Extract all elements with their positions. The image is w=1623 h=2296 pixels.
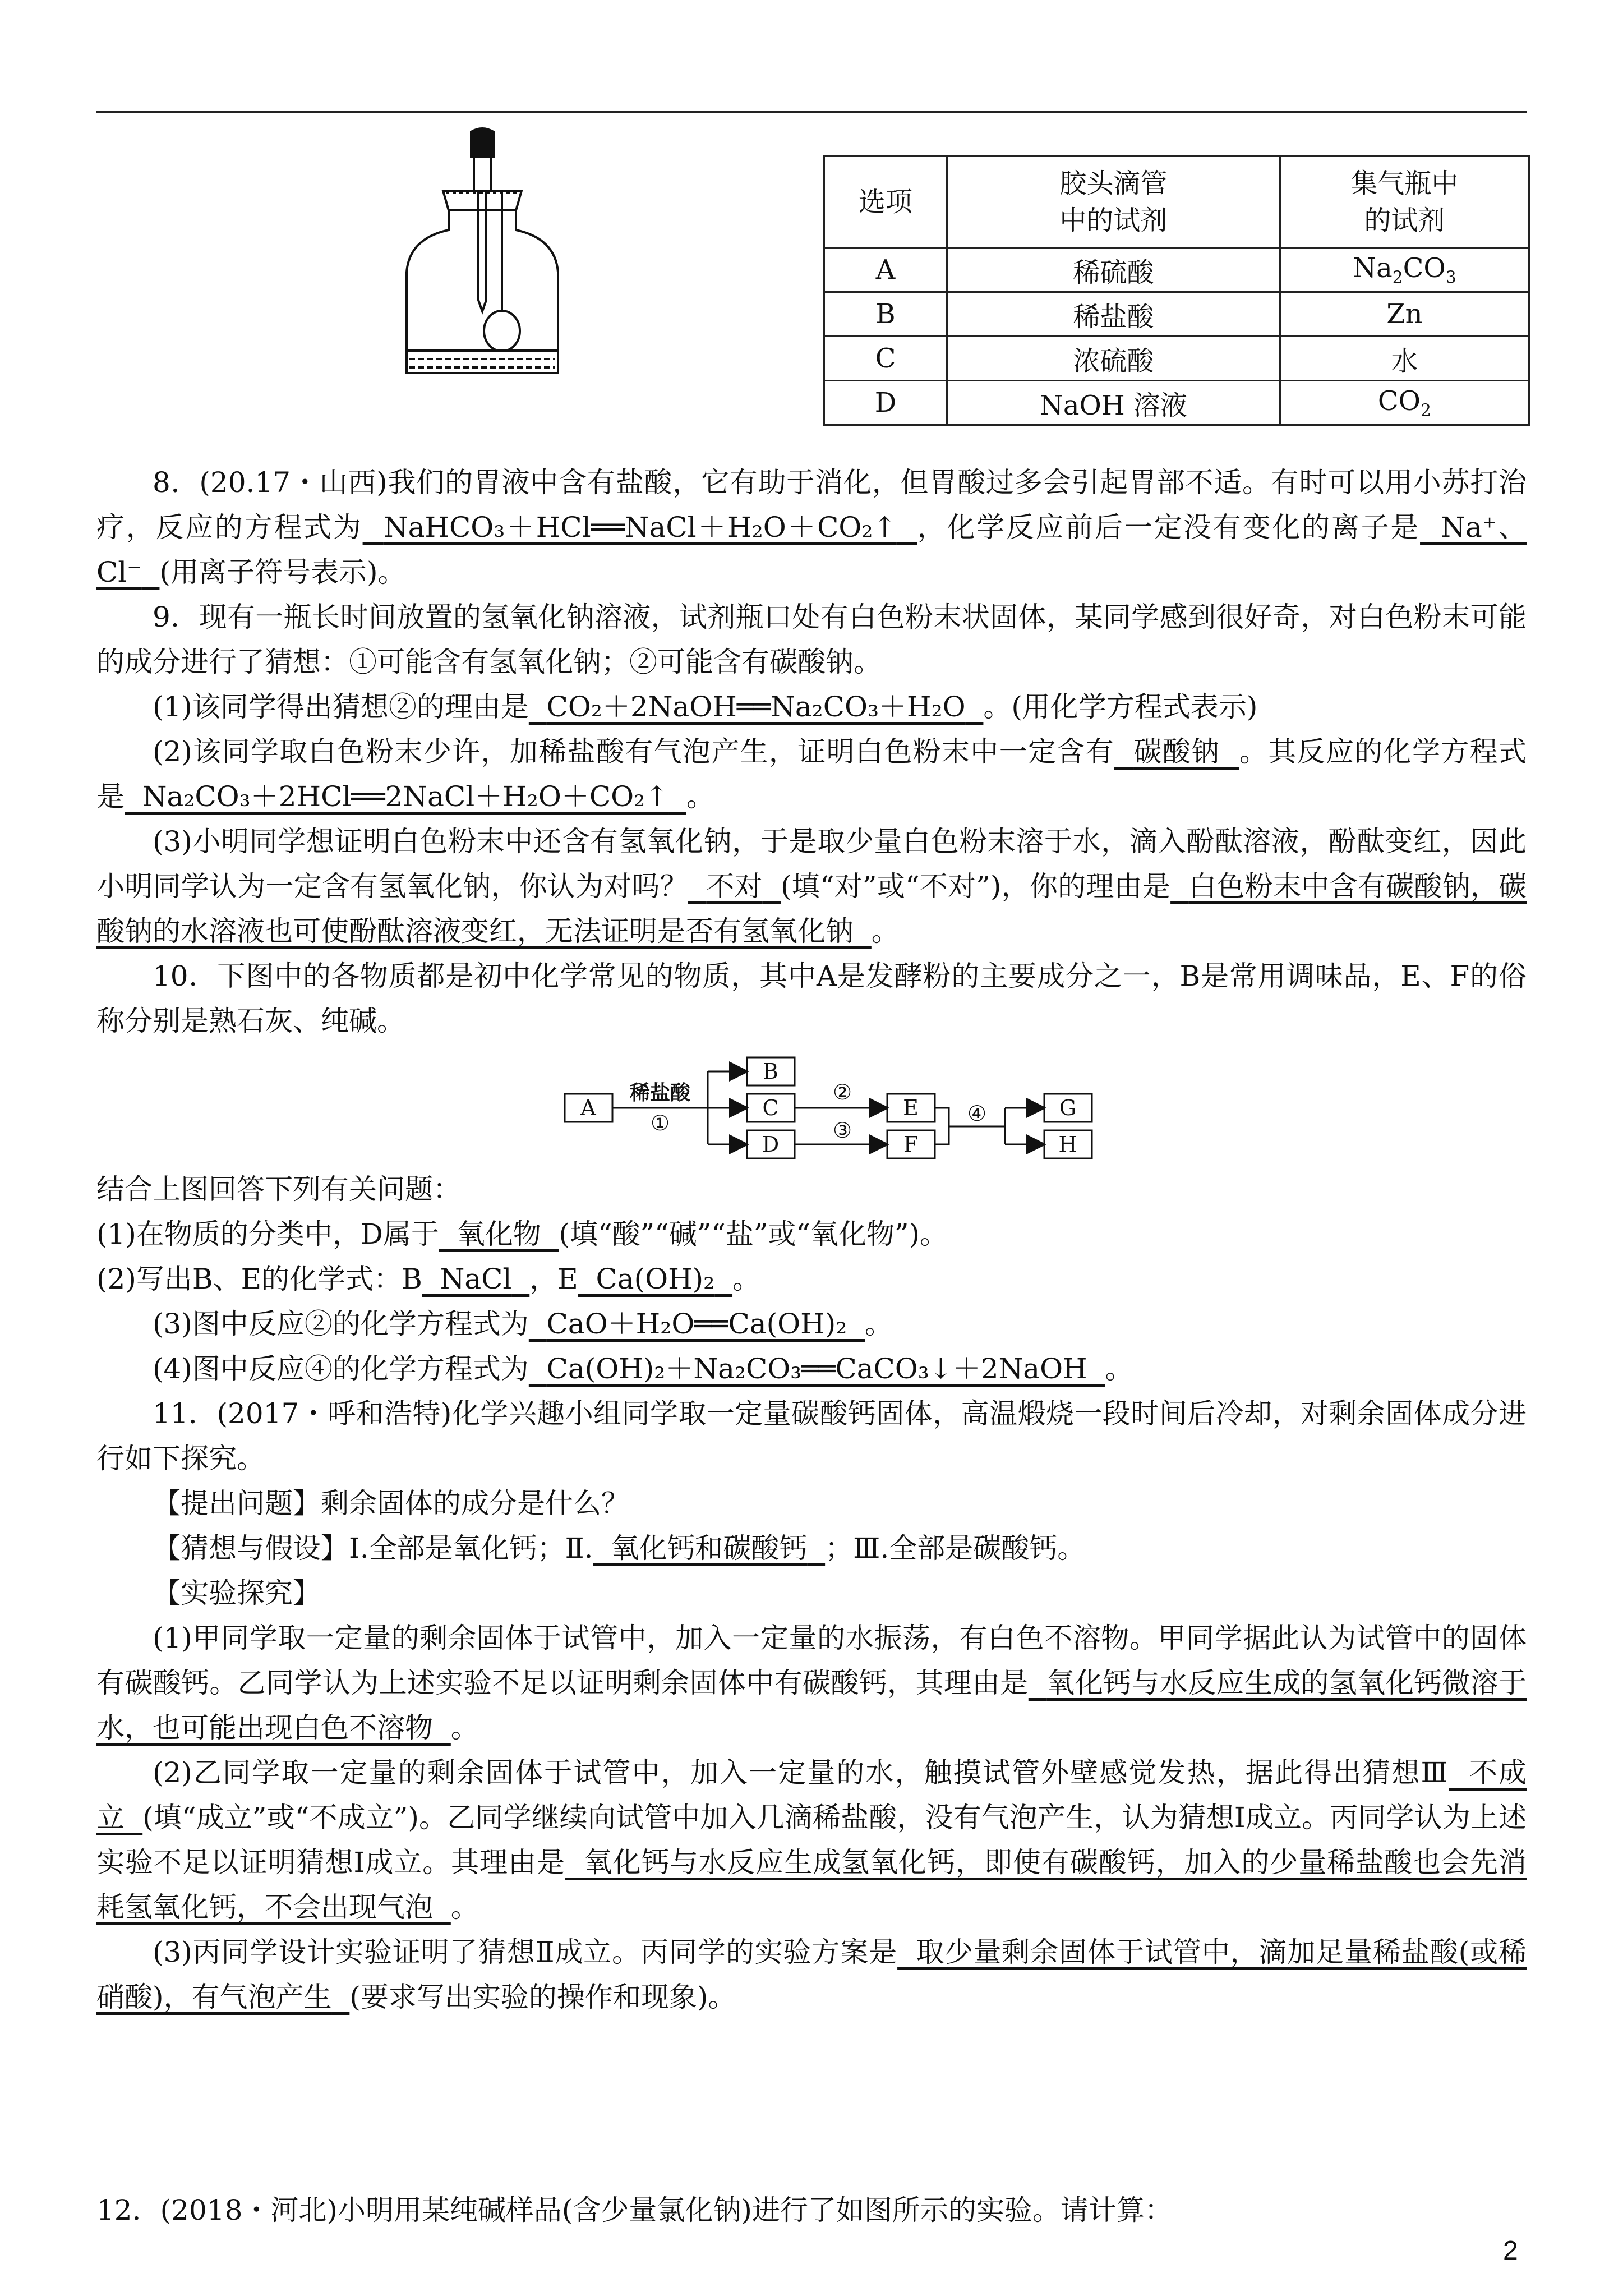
question-8: 8．(20.17・山西)我们的胃液中含有盐酸，它有助于消化，但胃酸过多会引起胃部不适。有时可以用小苏打治疗，反应的方程式为 NaHCO₃＋HCl══NaCl＋H₂O＋CO₂↑ ，化学反应前后一定没有变化的离子是 Na⁺、Cl⁻ (用离子符号表示)。: [96, 466, 1527, 588]
node-G-label: G: [1059, 1096, 1077, 1120]
table-cell-option: B: [824, 292, 947, 337]
question-9-part-3: (3)小明同学想证明白色粉末中还含有氢氧化钠，于是取少量白色粉末溶于水，滴入酚酞溶液，酚酞变红，因此小明同学认为一定含有氢氧化钠，你认为对吗？ 不对 (填“对”或“不对”)，你的理由是 白色粉末中含有碳酸钠，碳酸钠的水溶液也可使酚酞溶液变红，无法证明是否有氢氧化钠 。: [96, 825, 1527, 947]
answer-blank: 白色粉末中含有碳酸钠，碳酸钠的水溶液也可使酚酞溶液变红，无法证明是否有氢氧化钠: [96, 870, 1527, 947]
question-10-stem: 10．下图中的各物质都是初中化学常见的物质，其中A是发酵粉的主要成分之一，B是常用调味品，E、F的俗称分别是熟石灰、纯碱。: [96, 960, 1527, 1037]
answer-blank: CaO＋H₂O══Ca(OH)₂: [546, 1308, 847, 1340]
question-10-part-4: (4)图中反应④的化学方程式为 Ca(OH)₂＋Na₂CO₃══CaCO₃↓＋2NaOH 。: [153, 1352, 1133, 1385]
answer-blank: Ca(OH)₂: [596, 1263, 715, 1295]
answer-blank: 氧化物: [457, 1218, 541, 1250]
answer-blank: Na₂CO₃＋2HCl══2NaCl＋H₂O＋CO₂↑: [142, 780, 669, 813]
question-11-problem: 【提出问题】剩余固体的成分是什么？: [153, 1487, 629, 1520]
table-cell-bottle: $Na_2CO_3$: [1280, 248, 1529, 292]
node-B-label: B: [763, 1059, 778, 1084]
table-cell-option: D: [824, 381, 947, 425]
table-cell-dropper: 浓硫酸: [947, 337, 1280, 381]
table-row: [824, 381, 1529, 425]
table-cell-dropper: 稀硫酸: [947, 248, 1280, 292]
options-table: [823, 155, 1530, 426]
node-F-label: F: [903, 1132, 919, 1157]
answer-blank: Ca(OH)₂＋Na₂CO₃══CaCO₃↓＋2NaOH: [546, 1352, 1087, 1385]
answer-blank: 碳酸钠: [1133, 735, 1220, 768]
question-11-stem: 11．(2017・呼和浩特)化学兴趣小组同学取一定量碳酸钙固体，高温煅烧一段时间后冷却，对剩余固体成分进行如下探究。: [96, 1397, 1527, 1475]
reagent-label: 稀盐酸: [629, 1081, 691, 1105]
reaction-4-label: ④: [967, 1101, 987, 1126]
answer-blank: 不对: [706, 870, 763, 903]
table-cell-option: A: [824, 248, 947, 292]
answer-blank: 氧化钙与水反应生成的氢氧化钙微溶于水，也可能出现白色不溶物: [96, 1667, 1527, 1744]
answer-blank: 氧化钙与水反应生成氢氧化钙，即使有碳酸钙，加入的少量稀盐酸也会先消耗氢氧化钙，不会出现气泡: [96, 1846, 1527, 1924]
question-9-part-2: (2)该同学取白色粉末少许，加稀盐酸有气泡产生，证明白色粉末中一定含有 碳酸钠 。其反应的化学方程式是 Na₂CO₃＋2HCl══2NaCl＋H₂O＋CO₂↑ 。: [96, 735, 1527, 813]
answer-blank: 不成立: [96, 1756, 1527, 1834]
table-header-bottle: 集气瓶中 的试剂: [1280, 157, 1529, 248]
question-9-stem: 9．现有一瓶长时间放置的氢氧化钠溶液，试剂瓶口处有白色粉末状固体，某同学感到很好奇，对白色粉末可能的成分进行了猜想：①可能含有氢氧化钠；②可能含有碳酸钠。: [96, 601, 1527, 678]
question-10-lead: 结合上图回答下列有关问题：: [96, 1173, 461, 1205]
reaction-3-label: ③: [832, 1118, 852, 1143]
node-D-label: D: [762, 1132, 780, 1157]
question-12: 12．(2018・河北)小明用某纯碱样品(含少量氯化钠)进行了如图所示的实验。请计算：: [96, 2194, 1173, 2226]
table-row: [824, 248, 1529, 292]
node-A-label: A: [580, 1096, 596, 1120]
node-C-label: C: [762, 1096, 779, 1120]
table-row: [824, 292, 1529, 337]
answer-blank: 氧化钙和碳酸钙: [611, 1532, 808, 1565]
question-11-part-1: (1)甲同学取一定量的剩余固体于试管中，加入一定量的水振荡，有白色不溶物。甲同学据此认为试管中的固体有碳酸钙。乙同学认为上述实验不足以证明剩余固体中有碳酸钙，其理由是 氧化钙与水反应生成的氢氧化钙微溶于水，也可能出现白色不溶物 。: [96, 1622, 1527, 1744]
answer-blank: NaHCO₃＋HCl══NaCl＋H₂O＋CO₂↑: [383, 511, 897, 544]
question-11-part-3: (3)丙同学设计实验证明了猜想Ⅱ成立。丙同学的实验方案是 取少量剩余固体于试管中，滴加足量稀盐酸(或稀硝酸)，有气泡产生 (要求写出实验的操作和现象)。: [96, 1936, 1527, 2013]
page-number: 2: [1503, 2236, 1518, 2266]
table-header-option: 选项: [824, 157, 947, 248]
answer-blank: NaCl: [440, 1263, 512, 1295]
answer-blank: CO₂＋2NaOH══Na₂CO₃＋H₂O: [546, 691, 966, 723]
table-header-dropper: 胶头滴管 中的试剂: [947, 157, 1280, 248]
question-11-experiment-heading: 【实验探究】: [153, 1577, 321, 1609]
table-cell-bottle: Zn: [1280, 292, 1529, 337]
reaction-flow-diagram: [562, 1055, 1151, 1161]
question-11-hypothesis: 【猜想与假设】Ⅰ.全部是氧化钙；Ⅱ. 氧化钙和碳酸钙 ；Ⅲ.全部是碳酸钙。: [153, 1532, 1086, 1565]
table-cell-dropper: 稀盐酸: [947, 292, 1280, 337]
table-cell-option: C: [824, 337, 947, 381]
question-9-part-1: (1)该同学得出猜想②的理由是 CO₂＋2NaOH══Na₂CO₃＋H₂O 。(用化学方程式表示): [153, 691, 1258, 723]
table-cell-bottle: $CO_2$: [1280, 381, 1529, 425]
table-cell-bottle: 水: [1280, 337, 1529, 381]
table-row: [824, 337, 1529, 381]
reaction-2-label: ②: [832, 1080, 852, 1105]
table-cell-dropper: NaOH 溶液: [947, 381, 1280, 425]
question-10-part-2: (2)写出B、E的化学式：B NaCl ，E Ca(OH)₂ 。: [96, 1263, 761, 1295]
question-content: [96, 460, 1527, 2233]
node-E-label: E: [903, 1096, 919, 1120]
question-10-part-3: (3)图中反应②的化学方程式为 CaO＋H₂O══Ca(OH)₂ 。: [153, 1308, 893, 1340]
question-10-part-1: (1)在物质的分类中，D属于 氧化物 (填“酸”“碱”“盐”或“氧化物”)。: [96, 1218, 948, 1250]
reaction-1-label: ①: [650, 1111, 670, 1135]
answer-blank: Na⁺、Cl⁻: [96, 511, 1527, 588]
header-rule: [96, 111, 1527, 113]
answer-blank: 取少量剩余固体于试管中，滴加足量稀盐酸(或稀硝酸)，有气泡产生: [96, 1936, 1527, 2013]
question-11-part-2: (2)乙同学取一定量的剩余固体于试管中，加入一定量的水，触摸试管外壁感觉发热，据此得出猜想Ⅲ 不成立 (填“成立”或“不成立”)。乙同学继续向试管中加入几滴稀盐酸，没有气泡产生，认为猜想Ⅰ成立。丙同学认为上述实验不足以证明猜想Ⅰ成立。其理由是 氧化钙与水反应生成氢氧化钙，即使有碳酸钙，加入的少量稀盐酸也会先消耗氢氧化钙，不会出现气泡 。: [96, 1756, 1527, 1924]
dropper-bottle-figure: [387, 126, 578, 395]
node-H-label: H: [1058, 1132, 1077, 1157]
